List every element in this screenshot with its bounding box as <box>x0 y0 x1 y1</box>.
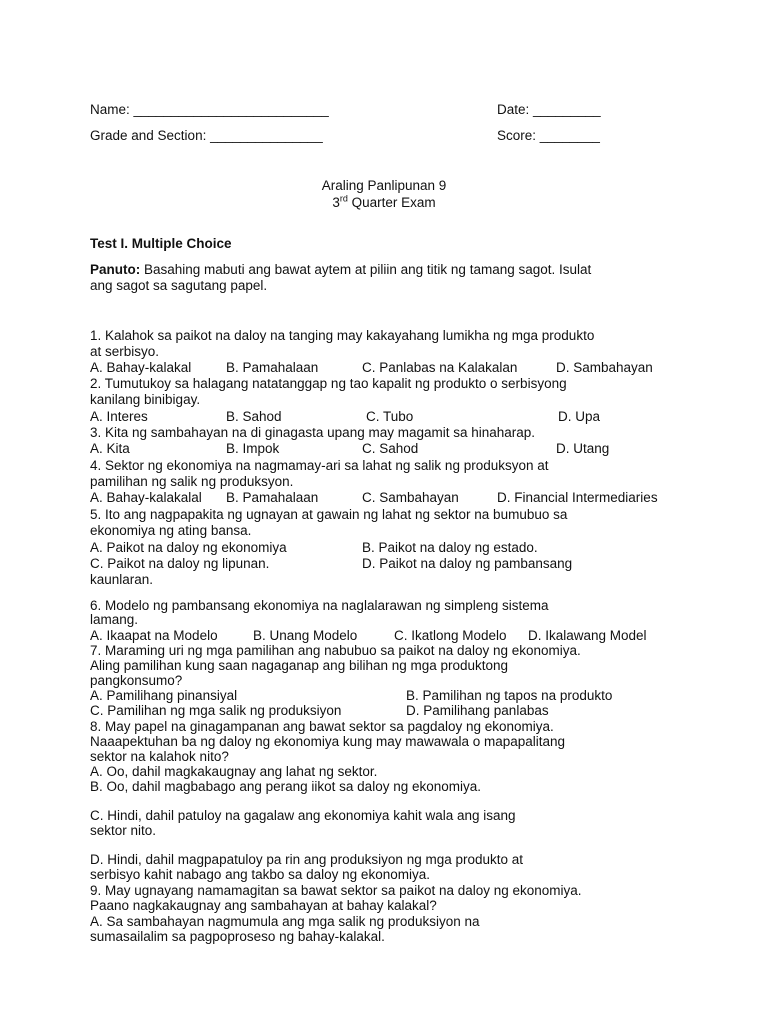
question-1: 1. Kalahok sa paikot na daloy na tanging may kakayahang lumikha ng mga produkto <box>90 328 595 343</box>
q2-choice-b: B. Sahod <box>226 409 282 424</box>
instructions-line2: ang sagot sa sagutang papel. <box>90 278 268 293</box>
q8-choice-b: B. Oo, dahil magbabago ang perang iikot sa daloy ng ekonomiya. <box>90 779 482 794</box>
q2-choice-c: C. Tubo <box>366 409 414 424</box>
q2-choice-a: A. Interes <box>90 409 148 424</box>
q4-choice-a: A. Bahay-kalakalal <box>90 490 202 505</box>
q6-choice-b: B. Unang Modelo <box>253 628 358 643</box>
q4-choice-c: C. Sambahayan <box>362 490 459 505</box>
q7-choice-d: D. Pamilihang panlabas <box>406 703 549 718</box>
q3-choice-c: C. Sahod <box>362 441 419 456</box>
q7-choice-a: A. Pamilihang pinansiyal <box>90 688 238 703</box>
q4-choice-b: B. Pamahalaan <box>226 490 319 505</box>
q3-choice-d: D. Utang <box>556 441 610 456</box>
question-1-cont: at serbisyo. <box>90 344 160 359</box>
q1-choice-a: A. Bahay-kalakal <box>90 360 192 375</box>
q5-choice-b: B. Paikot na daloy ng estado. <box>362 540 538 555</box>
q5-choice-a: A. Paikot na daloy ng ekonomiya <box>90 540 287 555</box>
q1-choice-d: D. Sambahayan <box>556 360 653 375</box>
question-4-cont: pamilihan ng salik ng produksyon. <box>90 474 294 489</box>
exam-title: 3rd Quarter Exam <box>332 193 436 210</box>
question-7-cont2: pangkonsumo? <box>90 673 183 688</box>
question-2: 2. Tumutukoy sa halagang natatanggap ng tao kapalit ng produkto o serbisyong <box>90 376 567 391</box>
q5-choice-c: C. Paikot na daloy ng lipunan. <box>90 556 270 571</box>
q6-choice-d: D. Ikalawang Model <box>528 628 647 643</box>
q2-choice-d: D. Upa <box>558 409 601 424</box>
question-9: 9. May ugnayang namamagitan sa bawat sektor sa paikot na daloy ng ekonomiya. <box>90 883 582 898</box>
q9-choice-a: A. Sa sambahayan nagmumula ang mga salik ng produksiyon na <box>90 914 480 929</box>
q4-choice-d: D. Financial Intermediaries <box>497 490 658 505</box>
question-8: 8. May papel na ginagampanan ang bawat sektor sa pagdaloy ng ekonomiya. <box>90 719 554 734</box>
question-6-cont: lamang. <box>90 612 139 627</box>
q7-choice-c: C. Pamilihan ng mga salik ng produksiyon <box>90 703 342 718</box>
q6-choice-c: C. Ikatlong Modelo <box>394 628 507 643</box>
q6-choice-a: A. Ikaapat na Modelo <box>90 628 218 643</box>
q8-choice-c: C. Hindi, dahil patuloy na gagalaw ang ekonomiya kahit wala ang isang <box>90 808 516 823</box>
q5-choice-d-cont: kaunlaran. <box>90 572 154 587</box>
date-field: Date: _________ <box>497 102 601 117</box>
test-heading: Test I. Multiple Choice <box>90 236 232 251</box>
q8-choice-c-cont: sektor nito. <box>90 823 157 838</box>
name-field: Name: __________________________ <box>90 102 329 117</box>
q1-choice-c: C. Panlabas na Kalakalan <box>362 360 518 375</box>
question-5-cont: ekonomiya ng ating bansa. <box>90 523 252 538</box>
q8-choice-d: D. Hindi, dahil magpapatuloy pa rin ang produksiyon ng mga produkto at <box>90 852 524 867</box>
question-4: 4. Sektor ng ekonomiya na nagmamay-ari sa lahat ng salik ng produksyon at <box>90 458 549 473</box>
question-7: 7. Maraming uri ng mga pamilihan ang nabubuo sa paikot na daloy ng ekonomiya. <box>90 643 581 658</box>
q9-choice-a-cont: sumasailalim sa pagpoproseso ng bahay-kalakal. <box>90 929 385 944</box>
q8-choice-a: A. Oo, dahil magkakaugnay ang lahat ng sektor. <box>90 764 378 779</box>
q7-choice-b: B. Pamilihan ng tapos na produkto <box>406 688 613 703</box>
question-2-cont: kanilang binibigay. <box>90 392 201 407</box>
question-3: 3. Kita ng sambahayan na di ginagasta upang may magamit sa hinaharap. <box>90 425 536 440</box>
question-7-cont: Aling pamilihan kung saan nagaganap ang bilihan ng mga produktong <box>90 658 509 673</box>
question-5: 5. Ito ang nagpapakita ng ugnayan at gawain ng lahat ng sektor na bumubuo sa <box>90 507 568 522</box>
q3-choice-b: B. Impok <box>226 441 280 456</box>
question-8-cont: Naaapektuhan ba ng daloy ng ekonomiya kung may mawawala o mapapalitang <box>90 734 566 749</box>
q1-choice-b: B. Pamahalaan <box>226 360 319 375</box>
question-8-cont2: sektor na kalahok nito? <box>90 749 229 764</box>
question-9-cont: Paano nagkakaugnay ang sambahayan at bahay kalakal? <box>90 898 437 913</box>
score-field: Score: ________ <box>497 128 600 143</box>
question-6: 6. Modelo ng pambansang ekonomiya na naglalarawan ng simpleng sistema <box>90 598 549 613</box>
q8-choice-d-cont: serbisyo kahit nabago ang takbo sa daloy ng ekonomiya. <box>90 867 430 882</box>
instructions: Panuto: Basahing mabuti ang bawat aytem at piliin ang titik ng tamang sagot. Isulat <box>90 262 592 277</box>
grade-section-field: Grade and Section: _______________ <box>90 128 323 143</box>
subject-title: Araling Panlipunan 9 <box>321 178 447 193</box>
q3-choice-a: A. Kita <box>90 441 130 456</box>
q5-choice-d: D. Paikot na daloy ng pambansang <box>362 556 573 571</box>
